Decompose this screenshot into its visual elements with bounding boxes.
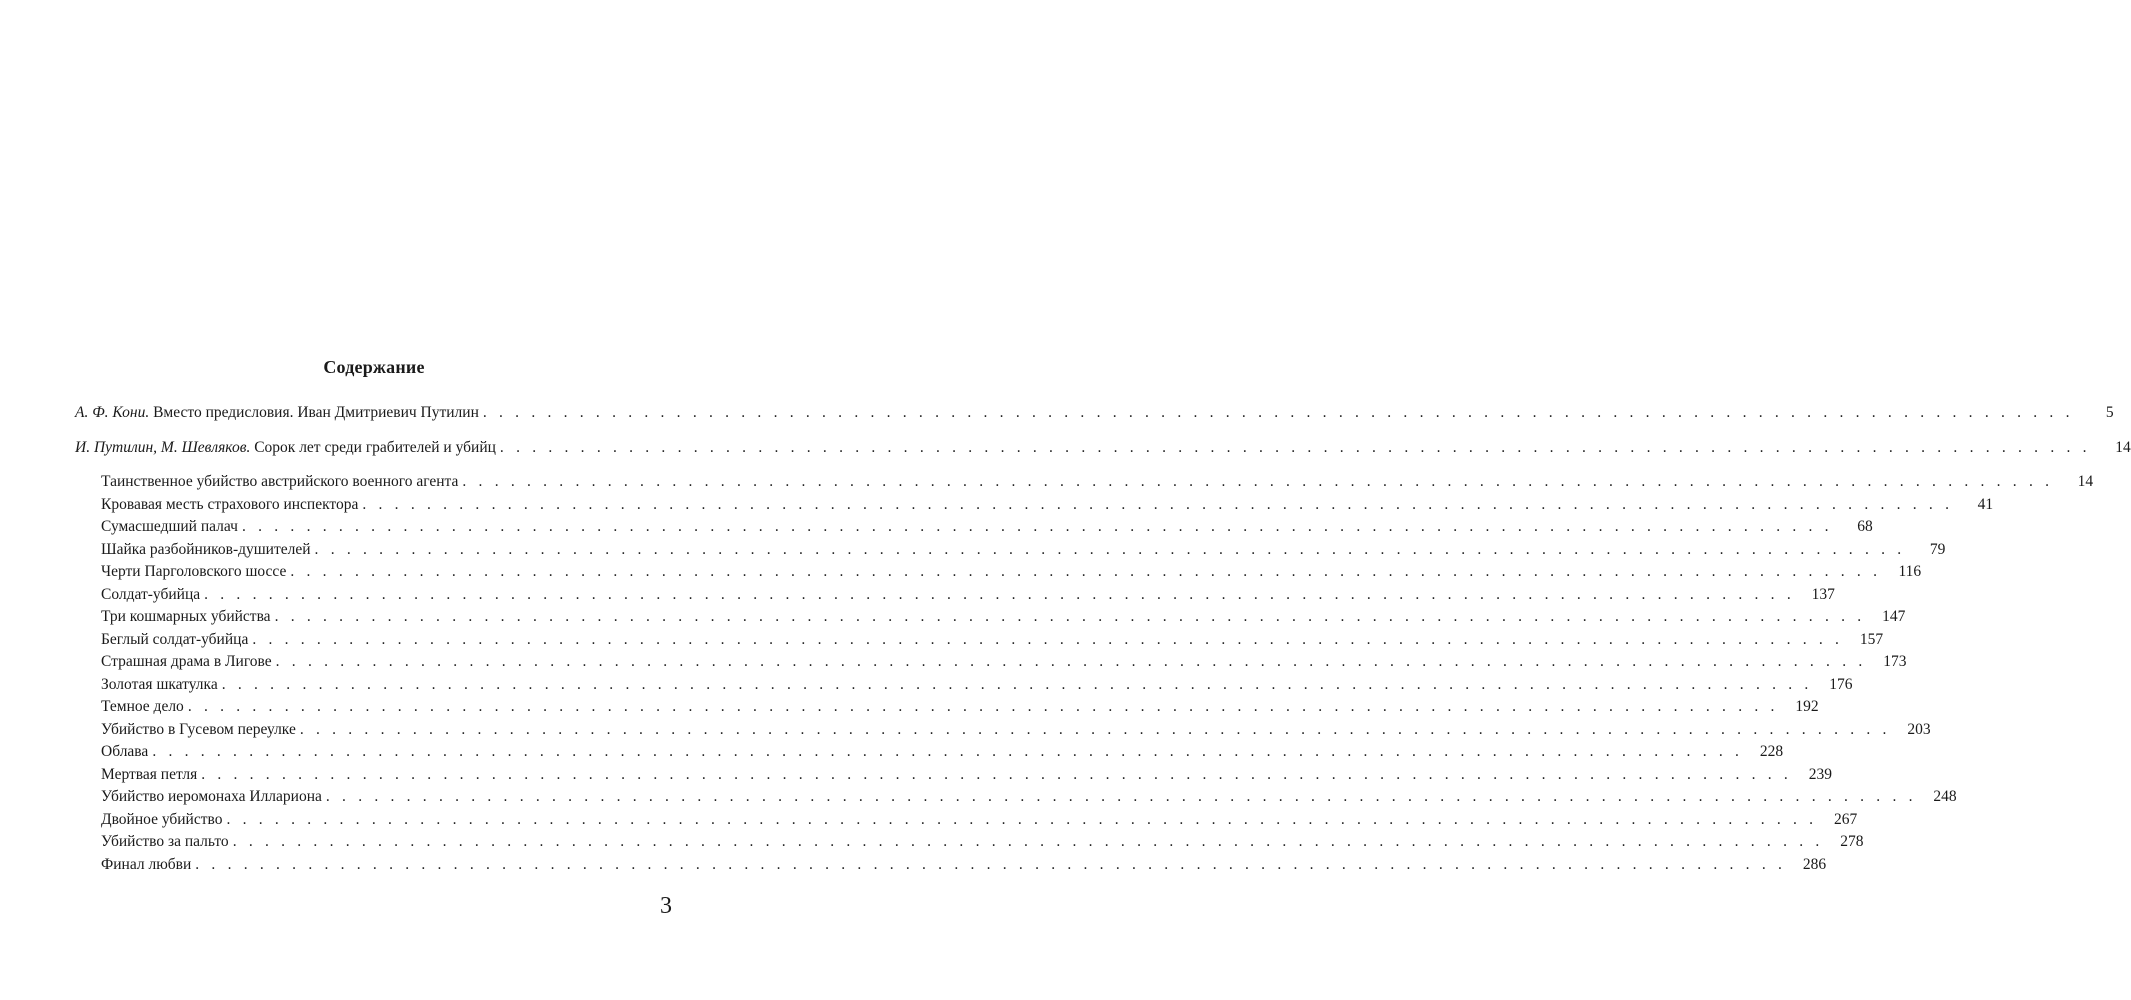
toc-chapter-item — [75, 831, 1864, 854]
toc-chapter-page: 116 — [1898, 563, 1922, 580]
toc-chapter-page: 286 — [1802, 855, 1827, 873]
toc-chapter-title: Убийство за пальто — [101, 833, 229, 850]
toc-chapter-page: 203 — [1907, 720, 1931, 738]
dot-leader — [184, 696, 1785, 719]
dot-leader — [458, 471, 2059, 494]
toc-chapter-page: 192 — [1795, 698, 1819, 715]
toc-chapter-title: Таинственное убийство австрийского военного агента — [101, 473, 459, 490]
toc-chapter-title: Солдат-убийца — [101, 585, 201, 603]
toc-chapter-title: Мертвая петля — [101, 765, 198, 783]
toc-chapter-item — [75, 696, 1819, 719]
toc-entry-page: 14 — [2115, 438, 2131, 456]
toc-entry-title: Вместо предисловия. Иван Дмитриевич Путилин — [153, 404, 479, 421]
toc-entry-page: 5 — [2105, 404, 2114, 421]
toc-chapter-item — [75, 606, 1906, 629]
dot-leader — [197, 764, 1798, 787]
toc-chapter-item — [75, 786, 1957, 809]
dot-leader — [311, 539, 1912, 562]
toc-chapter-item — [75, 674, 1853, 697]
toc-chapter-page: 228 — [1759, 743, 1784, 760]
toc-chapter-item — [75, 494, 1994, 517]
dot-leader — [296, 719, 1897, 742]
toc-chapter-page: 157 — [1859, 630, 1884, 648]
toc-entry-text — [75, 402, 479, 425]
dot-leader — [248, 629, 1849, 652]
toc-chapter-title: Золотая шкатулка — [101, 675, 218, 693]
toc-chapter-page: 14 — [2077, 473, 2094, 490]
toc-entry-preface — [75, 402, 2114, 425]
toc-chapter-item — [75, 471, 2094, 494]
toc-chapter-title: Черти Парголовского шоссе — [101, 563, 287, 580]
dot-leader — [272, 651, 1873, 674]
toc-chapter-title: Темное дело — [101, 698, 184, 715]
chapter-list — [75, 471, 2094, 876]
toc-entry-main-work — [75, 437, 2131, 460]
toc-chapter-item — [75, 516, 1873, 539]
toc-entry-author: И. Путилин, М. Шевляков. — [75, 438, 251, 456]
dot-leader — [238, 516, 1839, 539]
dot-leader — [148, 741, 1749, 764]
dot-leader — [496, 437, 2097, 460]
dot-leader — [271, 606, 1872, 629]
toc-chapter-page: 68 — [1857, 518, 1873, 535]
toc-chapter-page: 248 — [1933, 788, 1957, 805]
toc-chapter-page: 137 — [1811, 585, 1835, 603]
toc-chapter-page: 173 — [1883, 653, 1907, 670]
toc-chapter-item — [75, 741, 1784, 764]
toc-chapter-page: 147 — [1882, 608, 1906, 625]
toc-chapter-page: 239 — [1808, 765, 1832, 783]
toc-chapter-item — [75, 584, 1835, 607]
toc-chapter-title: Убийство в Гусевом переулке — [101, 720, 296, 738]
toc-chapter-page: 278 — [1840, 833, 1864, 850]
dot-leader — [191, 854, 1792, 877]
toc-chapter-title: Беглый солдат-убийца — [101, 630, 249, 648]
toc-chapter-item — [75, 561, 1922, 584]
toc-chapter-title: Облава — [101, 743, 149, 760]
dot-leader — [358, 494, 1959, 517]
toc-chapter-title: Убийство иеромонаха Иллариона — [101, 788, 322, 805]
toc-chapter-page: 79 — [1929, 540, 1946, 558]
toc-chapter-item — [75, 854, 1827, 877]
toc-chapter-title: Шайка разбойников-душителей — [101, 540, 311, 558]
toc-chapter-title: Сумасшедший палач — [101, 518, 238, 535]
toc-chapter-title: Финал любви — [101, 855, 192, 873]
toc-chapter-page: 41 — [1977, 495, 1994, 513]
toc-chapter-page: 267 — [1834, 810, 1858, 828]
toc-chapter-item — [75, 809, 1858, 832]
toc-chapter-page: 176 — [1829, 675, 1853, 693]
toc-chapter-title: Кровавая месть страхового инспектора — [101, 495, 359, 513]
toc-chapter-item — [75, 764, 1832, 787]
dot-leader — [218, 674, 1819, 697]
toc-chapter-title: Двойное убийство — [101, 810, 223, 828]
dot-leader — [322, 786, 1923, 809]
toc-entry-text — [75, 437, 496, 460]
dot-leader — [222, 809, 1823, 832]
toc-chapter-title: Три кошмарных убийства — [101, 608, 271, 625]
toc-chapter-item — [75, 719, 1931, 742]
dot-leader — [200, 584, 1801, 607]
dot-leader — [229, 831, 1830, 854]
toc-entry-title: Сорок лет среди грабителей и убийц — [254, 438, 496, 456]
toc-entry-author: А. Ф. Кони. — [75, 404, 150, 421]
table-of-contents — [75, 402, 2131, 876]
toc-chapter-item — [75, 539, 1946, 562]
toc-chapter-item — [75, 651, 1907, 674]
toc-chapter-title: Страшная драма в Лигове — [101, 653, 272, 670]
page-number: 3 — [660, 893, 672, 919]
dot-leader — [479, 402, 2080, 425]
toc-heading: Содержание — [323, 357, 425, 377]
dot-leader — [286, 561, 1887, 584]
toc-chapter-item — [75, 629, 1884, 652]
